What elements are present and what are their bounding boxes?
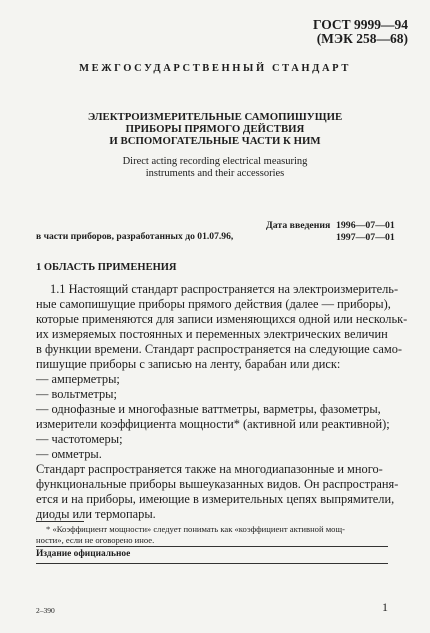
body-line: в функции времени. Стандарт распространяется на следующие само- [36, 342, 403, 356]
body-line: которые применяются для записи изменяющихся одной или нескольк- [36, 312, 408, 326]
body-line: 1.1 Настоящий стандарт распространяется на электроизмеритель- [50, 282, 399, 296]
body-line: измерители коэффициента мощности* (активной или реактивной); [36, 417, 390, 431]
body-line: диоды или термопары. [36, 507, 156, 521]
introduction-part-note: в части приборов, разработанных до 01.07.96, [36, 231, 234, 242]
body-line: ется и на приборы, имеющие в измерительных цепях выпрямители, [36, 492, 395, 506]
body-line: Стандарт распространяется также на многодиапазонные и много- [36, 462, 383, 476]
interstate-label: МЕЖГОСУДАРСТВЕННЫЙ СТАНДАРТ [79, 63, 351, 74]
list-item: — частотомеры; [36, 432, 123, 446]
body-line: пишущие приборы с записью на ленту, барабан или диск: [36, 357, 341, 371]
title-ru-line: ЭЛЕКТРОИЗМЕРИТЕЛЬНЫЕ САМОПИШУЩИЕ [87, 111, 343, 123]
body-line: функциональные приборы вышеуказанных видов. Он распространя- [36, 477, 399, 491]
footnote-line: * «Коэффициент мощности» следует понимать как «коэффициент активной мощ- [46, 524, 345, 534]
page-number: 1 [382, 600, 388, 614]
title-ru-line: И ВСПОМОГАТЕЛЬНЫЕ ЧАСТИ К НИМ [109, 135, 321, 147]
list-item: — однофазные и многофазные ваттметры, варметры, фазометры, [36, 402, 381, 416]
title-en-line: instruments and their accessories [145, 168, 285, 179]
list-item: — вольтметры; [36, 387, 117, 401]
list-item: — амперметры; [36, 372, 120, 386]
body-line: ные самопишущие приборы прямого действия (далее — приборы), [36, 297, 391, 311]
title-en [0, 156, 430, 180]
list-item: — омметры. [36, 447, 102, 461]
edition-label: Издание официальное [36, 549, 131, 559]
introduction-label: Дата введения [266, 220, 331, 231]
introduction-date-2: 1997—07—01 [336, 232, 395, 243]
body-line: их измеряемых постоянных и переменных электрических величин [36, 327, 388, 341]
divider-line [36, 563, 388, 564]
title-en-line: Direct acting recording electrical measuring [122, 156, 308, 167]
iec-number: (МЭК 258—68) [316, 31, 408, 46]
standard-header [313, 18, 408, 46]
divider-line [36, 546, 388, 547]
print-code: 2–390 [36, 606, 55, 615]
section-title: 1 ОБЛАСТЬ ПРИМЕНЕНИЯ [36, 262, 177, 273]
footnote-line: ности», если не оговорено иное. [36, 535, 155, 545]
introduction-date-1: 1996—07—01 [336, 220, 395, 231]
footnote-rule [36, 521, 84, 522]
title-ru-line: ПРИБОРЫ ПРЯМОГО ДЕЙСТВИЯ [125, 123, 305, 135]
standard-number: ГОСТ 9999—94 [312, 17, 408, 32]
title-ru [0, 111, 430, 147]
